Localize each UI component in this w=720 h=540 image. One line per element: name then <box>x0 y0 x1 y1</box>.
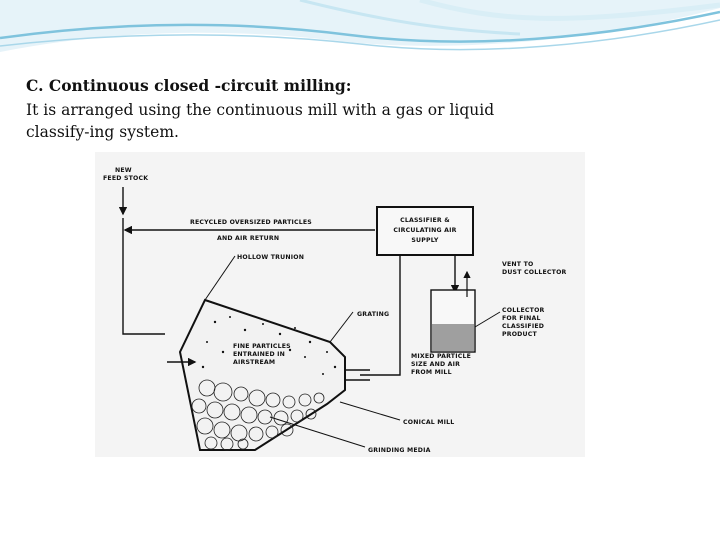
label-mixed-particle: MIXED PARTICLE SIZE AND AIR FROM MILL <box>411 353 472 376</box>
leader-grating <box>330 312 353 342</box>
label-recycled: RECYCLED OVERSIZED PARTICLES AND AIR RETURN <box>190 219 312 242</box>
leader-collector <box>475 312 500 327</box>
label-classifier: CLASSIFIER & CIRCULATING AIR SUPPLY <box>393 217 457 244</box>
diagram-svg <box>95 152 585 457</box>
label-conical-mill: CONICAL MILL <box>403 419 455 426</box>
body-line-1: It is arranged using the continuous mill with a gas or liquid <box>26 101 495 119</box>
leader-conical-mill <box>340 402 400 420</box>
leader-trunion <box>205 256 235 300</box>
collected-product <box>432 324 474 351</box>
closed-circuit-mill-diagram <box>95 152 585 457</box>
label-vent: VENT TO DUST COLLECTOR <box>502 261 567 276</box>
body-line-2: classify-ing system. <box>26 123 179 141</box>
label-hollow-trunion: HOLLOW TRUNION <box>237 254 305 261</box>
label-fine-particles: FINE PARTICLES ENTRAINED IN AIRSTREAM <box>233 343 291 366</box>
conical-mill-body <box>180 300 345 450</box>
return-line <box>123 218 165 334</box>
slide-heading: C. Continuous closed -circuit milling: <box>26 76 352 95</box>
label-new-feed-stock: NEW FEED STOCK <box>103 167 149 182</box>
header-wave-decoration <box>0 0 720 80</box>
label-collector: COLLECTOR FOR FINAL CLASSIFIED PRODUCT <box>502 307 545 338</box>
label-grating: GRATING <box>357 311 390 318</box>
slide-body <box>26 99 506 143</box>
label-grinding-media: GRINDING MEDIA <box>368 447 431 454</box>
